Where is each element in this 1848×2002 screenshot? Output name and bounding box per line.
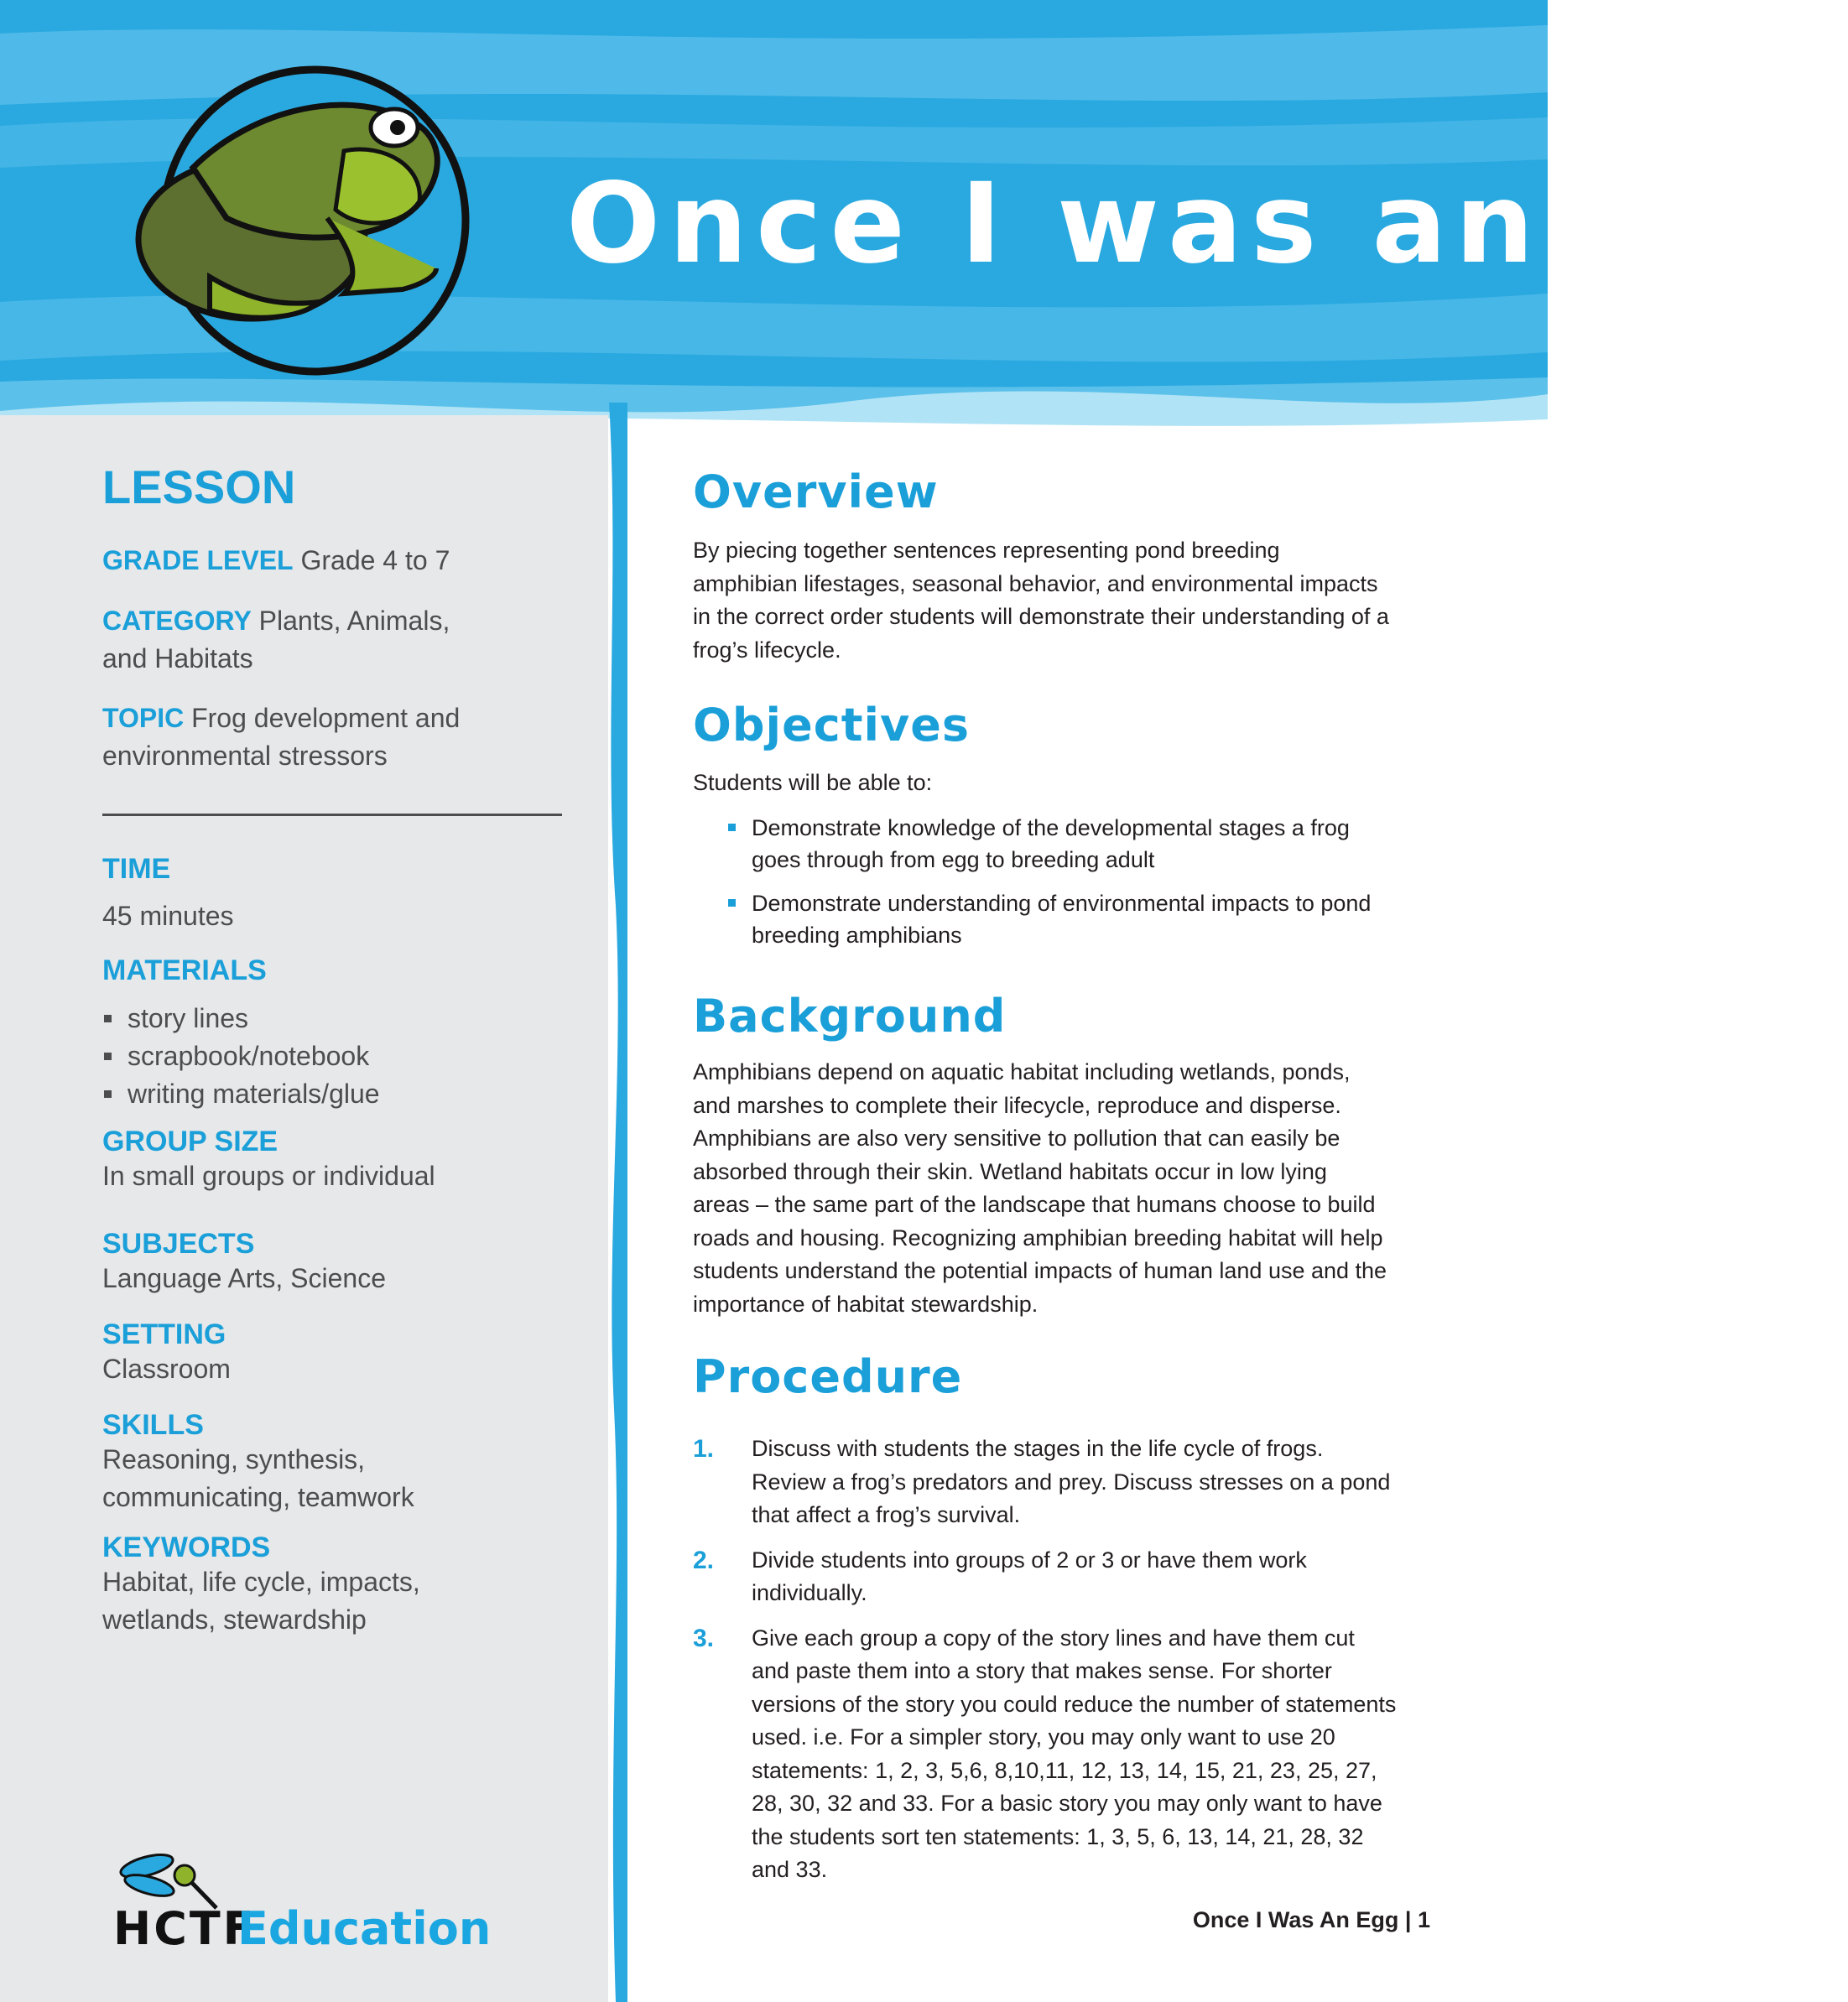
- logo-text-hctf: HCTF: [113, 1902, 257, 1955]
- list-item: Demonstrate understanding of environmental impacts to pond breeding amphibians: [728, 887, 1399, 951]
- overview-text: By piecing together sentences representing pond breeding amphibian lifestages, seasonal behavior, and environmental impacts in the correct order students will demonstrate their understanding of a frog’s lifecycle.: [693, 538, 1389, 663]
- step-text: Divide students into groups of 2 or 3 or have them work individually.: [752, 1547, 1307, 1605]
- group-size-value: In small groups or individual: [102, 1161, 435, 1191]
- list-item: [693, 1433, 1398, 1532]
- group-size-label: GROUP SIZE: [102, 1126, 279, 1157]
- procedure-heading: Procedure: [693, 1350, 963, 1403]
- keywords-label: KEYWORDS: [102, 1531, 271, 1563]
- subjects-value: Language Arts, Science: [102, 1263, 387, 1293]
- logo-text-education: Education: [237, 1902, 492, 1955]
- step-number: 2.: [693, 1546, 715, 1574]
- list-item: story lines: [102, 1000, 572, 1037]
- subjects-label: SUBJECTS: [102, 1228, 255, 1260]
- time-label: TIME: [102, 853, 171, 885]
- step-number: 1.: [693, 1435, 715, 1463]
- hctf-education-logo: [113, 1845, 492, 1963]
- time-value: 45 minutes: [102, 901, 234, 931]
- objectives-list: [728, 812, 1399, 963]
- list-item: Demonstrate knowledge of the developmental stages a frog goes through from egg to breeding adult: [728, 812, 1399, 876]
- topic: [102, 699, 497, 775]
- list-item: scrapbook/notebook: [102, 1037, 572, 1075]
- sidebar-rule: [102, 814, 562, 816]
- objectives-intro: Students will be able to:: [693, 770, 933, 795]
- grade-level-label: GRADE LEVEL: [102, 545, 294, 575]
- step-number: 3.: [693, 1624, 715, 1652]
- objectives-heading: Objectives: [693, 699, 970, 751]
- setting-label: SETTING: [102, 1318, 226, 1350]
- skills-label: SKILLS: [102, 1409, 204, 1441]
- topic-label: TOPIC: [102, 703, 185, 733]
- category-label: CATEGORY: [102, 606, 252, 636]
- materials-list: [102, 1000, 572, 1113]
- background-text: Amphibians depend on aquatic habitat including wetlands, ponds, and marshes to complete their lifecycle, reproduce and disperse. Amphibians are also very sensitive to pollution that can easily be absorbed through their skin. Wetland habitats occur in low lying areas – the same part of the landscape that humans choose to build roads and housing. Recognizing amphibian breeding habitat will help students understand the potential impacts of human land use and the importance of habitat stewardship.: [693, 1059, 1387, 1317]
- category: [102, 602, 497, 678]
- page-footer: Once I Was An Egg | 1: [1192, 1907, 1430, 1932]
- category-value: Plants, Animals, and Habitats: [102, 606, 450, 673]
- step-text: Discuss with students the stages in the life cycle of frogs. Review a frog’s predators and prey. Discuss stresses on a pond that affect a frog’s survival.: [752, 1436, 1391, 1527]
- list-item: [693, 1544, 1398, 1610]
- step-text: Give each group a copy of the story lines and have them cut and paste them into a story that makes sense. For shorter versions of the story you could reduce the number of statements used. i.e. For a simpler story, you may only want to use 20 statements: 1, 2, 3, 5,6, 8,10,11, 12, 13, 14, 15, 21, 23, 25, 27, 28, 30, 32 and 33. For a basic story you may only want to have the students sort ten statements: 1, 3, 5, 6, 13, 14, 21, 28, 32 and 33.: [752, 1625, 1397, 1882]
- page-header: [0, 0, 1848, 436]
- setting-value: Classroom: [102, 1354, 231, 1384]
- list-item: writing materials/glue: [102, 1075, 572, 1113]
- skills-value: Reasoning, synthesis, communicating, teamwork: [102, 1444, 414, 1512]
- grade-level: [102, 542, 572, 580]
- keywords-value: Habitat, life cycle, impacts, wetlands, stewardship: [102, 1567, 420, 1635]
- materials-label: MATERIALS: [102, 954, 267, 986]
- procedure-list: [693, 1433, 1398, 1899]
- page-title: Once I was an egg: [566, 159, 1848, 289]
- topic-value: Frog development and environmental stressors: [102, 703, 461, 771]
- background-heading: Background: [693, 990, 1007, 1043]
- list-item: [693, 1622, 1398, 1887]
- grade-level-value: Grade 4 to 7: [300, 545, 450, 575]
- sidebar-divider: [602, 403, 627, 2002]
- lesson-heading: LESSON: [102, 460, 296, 513]
- overview-heading: Overview: [693, 465, 939, 518]
